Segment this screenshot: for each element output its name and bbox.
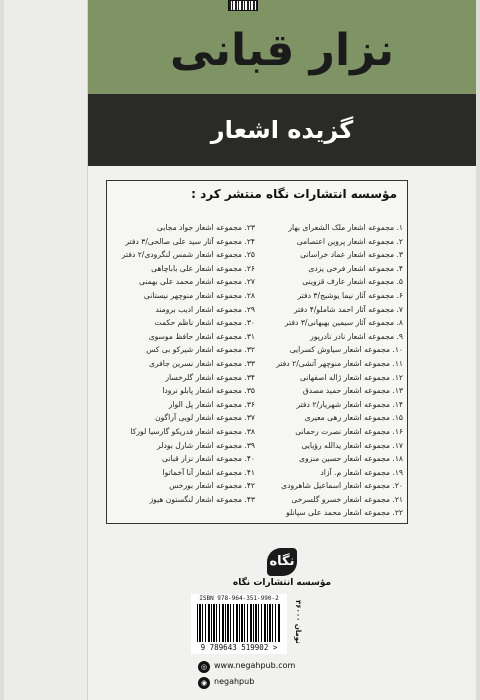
series-list-item: ۲۳. مجموعه اشعار جواد مجابی (156, 223, 255, 232)
website-row[interactable] (198, 660, 308, 674)
series-list-item: ۲۶. مجموعه اشعار علی باباچاهی (151, 263, 255, 273)
series-list-item: ۴۳. مجموعه اشعار لنگستون هیوز (149, 494, 255, 504)
series-list-item: ۸. مجموعه آثار سیمین بهبهانی/۳ دفتر (284, 318, 403, 328)
barcode-number: 9 789643 519902 > (200, 643, 278, 652)
instagram-row[interactable] (198, 676, 308, 690)
price-label: ۳۶۰۰۰ تومان (294, 600, 302, 644)
series-list-item: ۲. مجموعه اشعار پروین اعتصامی (296, 236, 403, 246)
series-list-item: ۱۷. مجموعه اشعار یدالله رؤیایی (301, 440, 403, 450)
isbn-label: ISBN 978-964-351-990-2 (199, 595, 279, 602)
author-name: نزار قبانی (170, 25, 394, 76)
series-list-item: ۱۵. مجموعه اشعار رهی معیری (304, 413, 403, 423)
series-list-item: ۱۳. مجموعه اشعار حمید مصدق (302, 386, 403, 396)
website-text: www.negahpub.com (214, 661, 296, 670)
series-list-item: ۱۸. مجموعه اشعار حسین منزوی (299, 454, 403, 464)
publisher-logo-area (88, 548, 476, 588)
social-links (198, 660, 308, 694)
series-list-item: ۳۹. مجموعه اشعار شارل بودلر (156, 440, 255, 450)
series-list-item: ۳۱. مجموعه اشعار حافظ موسوی (148, 331, 255, 341)
series-list-item: ۲۷. مجموعه اشعار محمد علی بهمنی (138, 277, 255, 287)
series-list-item: ۲۴. مجموعه آثار سید علی صالحی/۳ دفتر (125, 236, 255, 246)
series-list-item: ۲۱. مجموعه اشعار خسرو گلسرخی (291, 494, 403, 504)
series-column-left (109, 221, 255, 506)
series-list-item: ۱۹. مجموعه اشعار م. آزاد (320, 467, 403, 477)
series-list-item: ۲۹. مجموعه اشعار ادیب برومند (155, 304, 255, 314)
series-list-item: ۲۵. مجموعه اشعار شمس لنگرودی/۲ دفتر (121, 250, 255, 260)
series-list-box (106, 180, 408, 524)
series-list-item: ۲۲. مجموعه اشعار محمد علی سپانلو (286, 508, 403, 518)
globe-icon: ◎ (198, 661, 210, 673)
top-barcode-fragment (228, 0, 258, 11)
isbn-barcode-block (191, 594, 287, 654)
series-list-item: ۳۴. مجموعه اشعار گلرخسار (165, 372, 255, 382)
series-list-item: ۱. مجموعه اشعار ملک الشعرای بهار (288, 223, 403, 232)
spine-edge (4, 0, 88, 700)
series-list-item: ۳. مجموعه اشعار عماد خراسانی (300, 250, 403, 260)
series-list-item: ۷. مجموعه آثار احمد شاملو/۴ دفتر (293, 304, 403, 314)
series-list-item: ۶. مجموعه آثار نیما یوشیج/۳ دفتر (297, 290, 403, 300)
instagram-handle: negahpub (214, 677, 255, 686)
series-list-item: ۴۰. مجموعه اشعار نزار قبانی (161, 454, 255, 464)
series-list-item: ۱۰. مجموعه اشعار سیاوش کسرایی (289, 345, 403, 355)
series-list-item: ۲۸. مجموعه اشعار منوچهر نیستانی (143, 290, 255, 300)
book-title: گزیده اشعار (210, 116, 354, 144)
series-list-item: ۲۰. مجموعه اشعار اسماعیل شاهرودی (281, 481, 403, 491)
series-list-item: ۳۰. مجموعه اشعار ناظم حکمت (154, 318, 255, 328)
series-list-item: ۹. مجموعه اشعار نادر نادرپور (310, 331, 403, 341)
series-list-item: ۵. مجموعه اشعار عارف قزوینی (302, 277, 403, 287)
series-list-item: ۳۶. مجموعه اشعار پل الوار (168, 399, 255, 409)
series-list-item: ۳۲. مجموعه اشعار شیرکو بی کس (146, 345, 255, 355)
book-back-cover (4, 0, 476, 700)
series-list-item: ۳۵. مجموعه اشعار پابلو نرودا (162, 386, 255, 396)
barcode-graphic (197, 604, 281, 642)
series-list-item: ۴۱. مجموعه اشعار آنا آخماتوا (162, 467, 255, 477)
series-list-item: ۱۲. مجموعه اشعار ژاله اصفهانی (299, 372, 403, 382)
instagram-icon: ◉ (198, 677, 210, 689)
series-list-item: ۱۱. مجموعه اشعار منوچهر آتشی/۲ دفتر (276, 358, 403, 368)
series-list-item: ۳۷. مجموعه اشعار لویی آراگون (155, 413, 255, 423)
series-list-item: ۴. مجموعه اشعار فرخی یزدی (308, 263, 403, 273)
series-list-item: ۳۳. مجموعه اشعار نسرین جافری (149, 358, 255, 368)
series-list-item: ۱۴. مجموعه اشعار شهریار/۲ دفتر (296, 399, 403, 409)
series-column-right (257, 221, 403, 520)
series-list-item: ۴۲. مجموعه اشعار بورخس (169, 481, 255, 491)
series-heading: مؤسسه انتشارات نگاه منتشر کرد : (191, 187, 397, 201)
publisher-logo: نگاه (267, 548, 297, 576)
publisher-name: مؤسسه انتشارات نگاه (232, 578, 332, 588)
series-list-item: ۳۸. مجموعه اشعار فدریکو گارسیا لورکا (130, 426, 255, 436)
series-list-item: ۱۶. مجموعه اشعار نصرت رحمانی (295, 426, 403, 436)
